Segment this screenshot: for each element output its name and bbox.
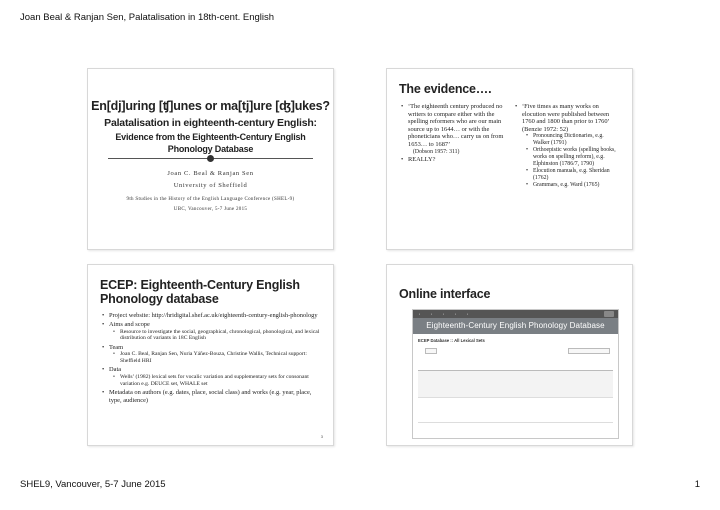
table-row: [418, 398, 613, 423]
slide3-title-line1: ECEP: Eighteenth-Century English: [100, 278, 300, 292]
page-footer: SHEL9, Vancouver, 5-7 June 2015: [20, 479, 166, 490]
evidence-right-column: [515, 103, 619, 189]
venue: UBC, Vancouver, 5-7 June 2015: [173, 207, 248, 212]
topbar-button: [604, 311, 614, 317]
table-row: [418, 371, 613, 398]
dobson-quote: • ‘The eighteenth century produced no writers to compare either with the spelling reformers who are our main source up to 1644… or with the phoneticians who… carry us on from 1653… to 1687’: [401, 103, 505, 149]
table-controls: [413, 346, 618, 355]
database-screenshot: [412, 309, 619, 439]
results-table: [418, 368, 613, 423]
topbar-item: ▪: [419, 312, 420, 316]
page-header: Joan Beal & Ranjan Sen, Palatalisation in 18th-cent. English: [20, 12, 275, 23]
aims-sub: • Resource to investigate the social, geographical, chronological, phonological, and lexical distribution of variants in 18C English: [113, 329, 324, 343]
divider-ornament: [207, 155, 214, 162]
conference: 9th Studies in the History of the English Language Conference (SHEL-9): [126, 197, 295, 202]
evidence-item: • Grammars, e.g. Ward (1765): [526, 182, 619, 189]
slide4-title: Online interface: [399, 287, 491, 301]
project-website-bullet: • Project website: http://hridigital.shef.ac.uk/eighteenth-century-english-phonology: [102, 312, 324, 320]
slide-title: [87, 68, 334, 250]
slide1-title-line4: Phonology Database: [167, 144, 254, 154]
topbar-item: ▪: [443, 312, 444, 316]
database-banner: Eighteenth-Century English Phonology Database: [413, 318, 618, 334]
dobson-citation: (Dobson 1957: 311): [413, 148, 460, 155]
topbar-item: ▪: [455, 312, 456, 316]
evidence-item: • Orthoepistic works (spelling books, works on spelling reform), e.g. Elphinston (1786/7, 1790): [526, 147, 619, 168]
team-bullet: • Team • Joan C. Beal, Ranjan Sen, Nuria Yáñez-Bouza, Christine Wallis, Technical support: Sheffield HRI: [102, 344, 324, 365]
filter-box: [568, 348, 610, 354]
slide-ecep: [87, 264, 334, 446]
authors: Joan C. Beal & Ranjan Sen: [167, 170, 254, 177]
slide-evidence: [386, 68, 633, 250]
benzie-quote: • ‘Five times as many works on elocution were published between 1760 and 1800 than prior to 1760’ (Benzie 1972: 52) • Pronouncing Dictionaries, e.g. Walker (1791) • Orthoepistic works (spelling books, works on spelling reform), e.g. Elphinston (1786/7, 1790) • Elocution manuals, e.g. Sheridan (1762) • Grammars, e.g. Ward (1765): [515, 103, 619, 189]
aims-bullet: • Aims and scope • Resource to investigate the social, geographical, chronological, phonological, and lexical distribution of variants in 18C English: [102, 321, 324, 342]
slide-online-interface: [386, 264, 633, 446]
slide1-title-line3: Evidence from the Eighteenth-Century English: [115, 132, 306, 142]
database-header: ECEP Database :: All Lexical Sets: [418, 338, 485, 343]
evidence-item: • Pronouncing Dictionaries, e.g. Walker (1791): [526, 133, 619, 147]
slide1-title-line2: Palatalisation in eighteenth-century English:: [104, 117, 317, 129]
page-length-select: [425, 348, 437, 354]
metadata-bullet: • Metadata on authors (e.g. dates, place, social class) and works (e.g. year, place, type, audience): [102, 389, 324, 404]
slide3-title-line2: Phonology database: [100, 292, 219, 306]
screenshot-topbar: [413, 310, 618, 318]
data-sub: • Wells’ (1982) lexical sets for vocalic variation and supplementary sets for consonant variation e.g. DEUCE set, WHALE set: [113, 374, 324, 388]
slide1-title-line1: En[dj]uring [ʧ]unes or ma[tj]ure [ʤ]ukes?: [91, 99, 330, 113]
data-bullet: • Data • Wells’ (1982) lexical sets for vocalic variation and supplementary sets for consonant variation e.g. DEUCE set, WHALE set: [102, 366, 324, 387]
topbar-item: ▪: [431, 312, 432, 316]
really-bullet: • REALLY?: [401, 156, 505, 164]
evidence-item: • Elocution manuals, e.g. Sheridan (1762): [526, 168, 619, 182]
slide-number: 3: [320, 434, 323, 439]
university: University of Sheffield: [173, 182, 248, 189]
topbar-item: ▪: [467, 312, 468, 316]
evidence-left-column: [401, 103, 505, 164]
slide2-title: The evidence….: [399, 82, 492, 96]
page-number: 1: [694, 479, 700, 490]
slide3-title: [100, 278, 300, 306]
team-sub: • Joan C. Beal, Ranjan Sen, Nuria Yáñez-Bouza, Christine Wallis, Technical support: Sheffield HRI: [113, 351, 324, 365]
ecep-bullet-list: [102, 312, 324, 406]
